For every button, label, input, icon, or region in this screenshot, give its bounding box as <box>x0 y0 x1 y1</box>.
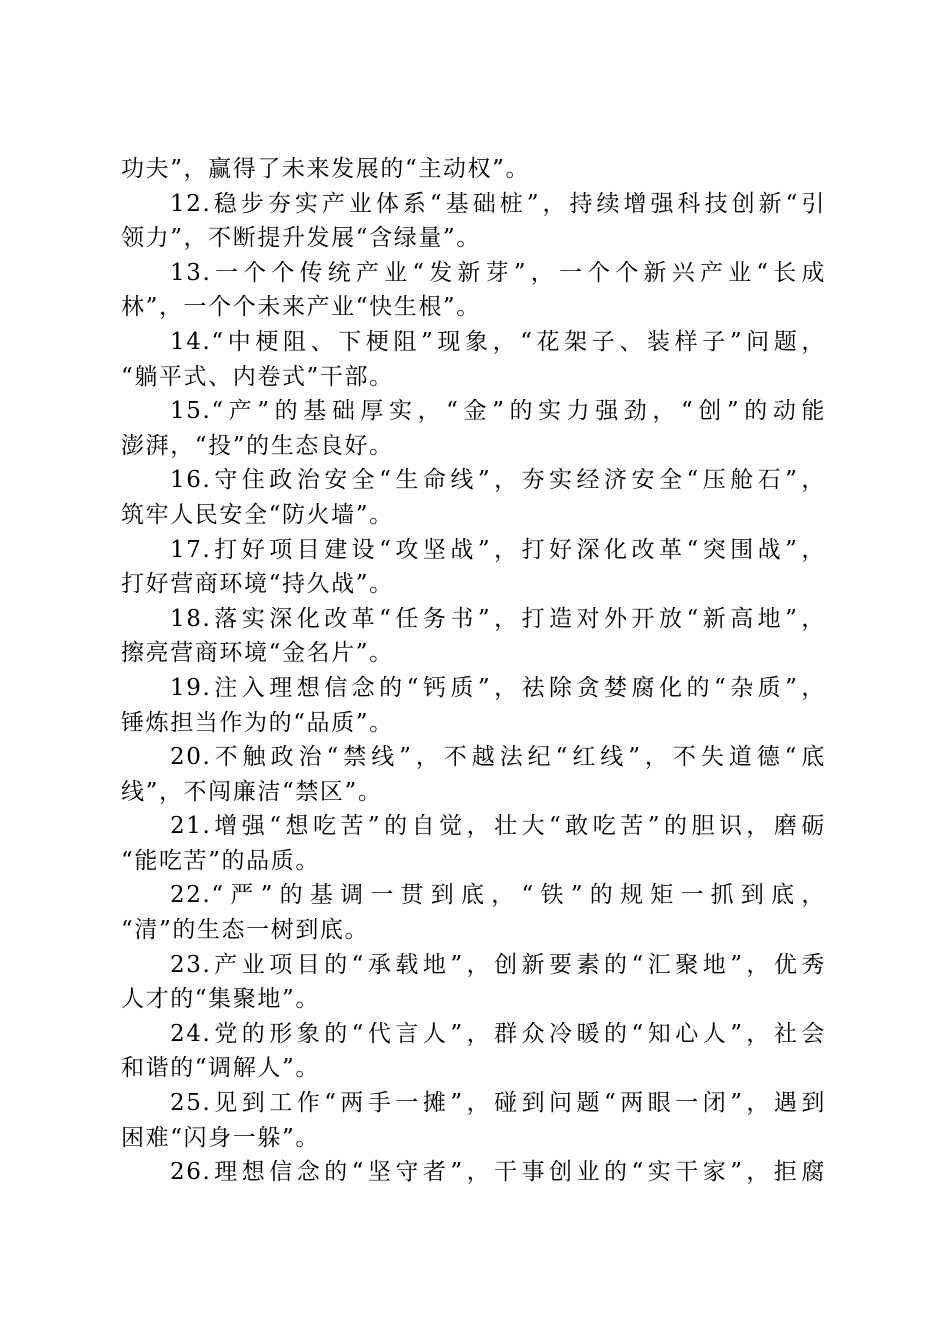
text-line: 线”，不闯廉洁“禁区”。 <box>121 778 383 805</box>
document-body <box>121 152 826 1190</box>
text-line: 和谐的“调解人”。 <box>121 1055 320 1082</box>
text-line: 20.不触政治“禁线”，不越法纪“红线”，不失道德“底 <box>170 744 826 771</box>
text-line: “躺平式、内卷式”干部。 <box>121 363 394 390</box>
text-line: 19.注入理想信念的“钙质”，祛除贪婪腐化的“杂质”， <box>170 674 826 701</box>
text-line: 打好营商环境“持久战”。 <box>121 571 394 598</box>
text-line: 18.落实深化改革“任务书”，打造对外开放“新高地”， <box>170 605 826 632</box>
text-line: 23.产业项目的“承载地”，创新要素的“汇聚地”，优秀 <box>170 951 826 978</box>
text-line: 困难“闪身一躲”。 <box>121 1124 320 1151</box>
text-line: 16.守住政治安全“生命线”，夯实经济安全“压舱石”， <box>170 467 826 494</box>
text-line: 26.理想信念的“坚守者”，干事创业的“实干家”，拒腐 <box>170 1159 826 1186</box>
text-line: 13.一个个传统产业“发新芽”，一个个新兴产业“长成 <box>170 259 826 286</box>
text-line: 领力”，不断提升发展“含绿量”。 <box>121 225 481 252</box>
text-line: 17.打好项目建设“攻坚战”，打好深化改革“突围战”， <box>170 536 826 563</box>
text-line: 林”，一个个未来产业“快生根”。 <box>121 294 481 321</box>
text-line: 筑牢人民安全“防火墙”。 <box>121 501 394 528</box>
text-line: 12.稳步夯实产业体系“基础桩”，持续增强科技创新“引 <box>170 190 826 217</box>
text-line: 25.见到工作“两手一摊”，碰到问题“两眼一闭”，遇到 <box>170 1090 826 1117</box>
text-line: 15.“产”的基础厚实，“金”的实力强劲，“创”的动能 <box>170 398 826 425</box>
text-line: 14.“中梗阻、下梗阻”现象，“花架子、装样子”问题， <box>170 328 826 355</box>
text-line: 21.增强“想吃苦”的自觉，壮大“敢吃苦”的胆识，磨砺 <box>170 813 826 840</box>
text-line: 22.“严”的基调一贯到底，“铁”的规矩一抓到底， <box>170 882 826 909</box>
text-line: “能吃苦”的品质。 <box>121 847 320 874</box>
text-line: 24.党的形象的“代言人”，群众冷暖的“知心人”，社会 <box>170 1020 826 1047</box>
text-line: 澎湃，“投”的生态良好。 <box>121 432 394 459</box>
text-line: 人才的“集聚地”。 <box>121 986 320 1013</box>
text-line: 功夫”，赢得了未来发展的“主动权”。 <box>121 156 531 182</box>
text-line: “清”的生态一树到底。 <box>121 917 370 944</box>
text-line: 锤炼担当作为的“品质”。 <box>121 709 394 736</box>
text-line: 擦亮营商环境“金名片”。 <box>121 640 394 667</box>
